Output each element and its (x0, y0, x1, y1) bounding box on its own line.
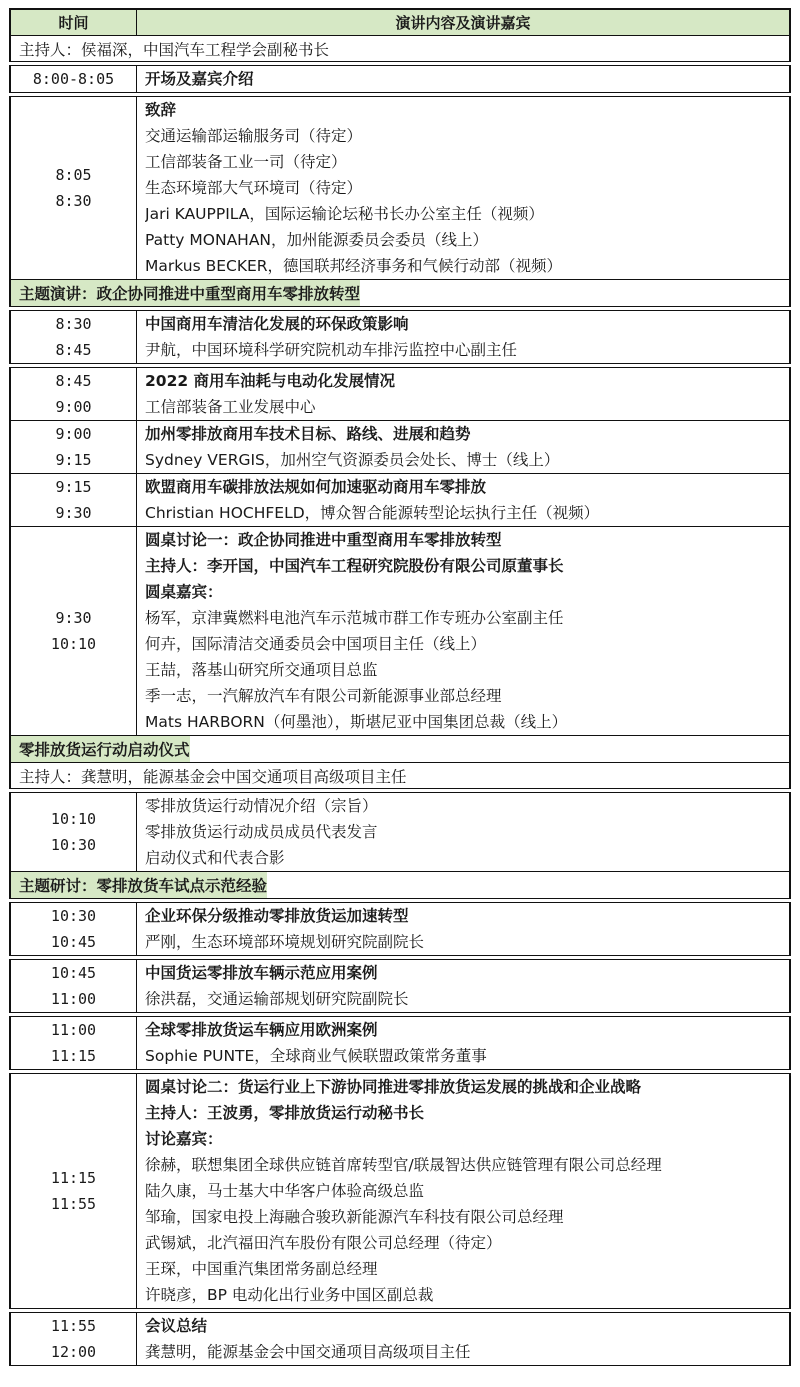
speaker-line: Patty MONAHAN，加州能源委员会委员（线上） (145, 231, 489, 249)
agenda-row (9, 1312, 791, 1366)
speaker-line: 季一志，一汽解放汽车有限公司新能源事业部总经理 (145, 687, 502, 705)
content-cell (137, 1074, 789, 1308)
host-line: 主持人：侯福深，中国汽车工程学会副秘书长 (19, 40, 330, 59)
content-cell (137, 97, 789, 279)
start-time: 11:55 (50, 1317, 97, 1335)
start-time: 9:30 (55, 609, 92, 627)
speaker-line: 工信部装备工业一司（待定） (145, 153, 347, 171)
speaker-line: 王喆，落基山研究所交通项目总监 (145, 661, 378, 679)
session-title: 加州零排放商用车技术目标、路线、进展和趋势 (145, 425, 471, 443)
agenda-row (9, 1073, 791, 1309)
start-time: 8:00-8:05 (32, 70, 115, 88)
speaker-line: 徐洪磊，交通运输部规划研究院副院长 (145, 990, 409, 1008)
speaker-line: 王琛，中国重汽集团常务副总经理 (145, 1260, 378, 1278)
speaker-line: 生态环境部大气环境司（待定） (145, 179, 363, 197)
agenda-row (9, 792, 791, 872)
content-cell (137, 1313, 789, 1365)
session-title: 企业环保分级推动零排放货运加速转型 (145, 907, 409, 925)
speaker-line: Sydney VERGIS，加州空气资源委员会处长、博士（线上） (145, 451, 560, 469)
time-cell (11, 527, 137, 735)
end-time: 11:15 (50, 1047, 97, 1065)
speaker-line: 邹瑜，国家电投上海融合骏玖新能源汽车科技有限公司总经理 (145, 1208, 564, 1226)
content-column-header: 演讲内容及演讲嘉宾 (395, 14, 531, 32)
end-time: 12:00 (50, 1343, 97, 1361)
speaker-line: 武锡斌，北汽福田汽车股份有限公司总经理（待定） (145, 1234, 502, 1252)
agenda-row (9, 310, 791, 364)
session-title: 致辞 (145, 101, 177, 119)
content-cell (137, 793, 789, 871)
session-title: 圆桌讨论一：政企协同推进中重型商用车零排放转型 (145, 531, 502, 549)
agenda-row (9, 421, 791, 474)
speaker-line: 启动仪式和代表合影 (145, 849, 285, 867)
end-time: 11:00 (50, 990, 97, 1008)
session-title: 会议总结 (145, 1317, 208, 1335)
speaker-line: Jari KAUPPILA，国际运输论坛秘书长办公室主任（视频） (145, 205, 544, 223)
time-cell (11, 368, 137, 420)
session-title: 圆桌讨论二：货运行业上下游协同推进零排放货运发展的挑战和企业战略 (145, 1078, 642, 1096)
agenda-row (9, 96, 791, 280)
session-title: 开场及嘉宾介绍 (145, 70, 254, 88)
time-cell (11, 97, 137, 279)
speaker-line: 尹航，中国环境科学研究院机动车排污监控中心副主任 (145, 341, 518, 359)
end-time: 10:30 (50, 836, 97, 854)
end-time: 8:45 (55, 341, 92, 359)
agenda-row (9, 474, 791, 527)
speaker-line: 零排放货运行动情况介绍（宗旨） (145, 797, 378, 815)
time-cell (11, 960, 137, 1012)
content-cell (137, 960, 789, 1012)
speaker-line: Mats HARBORN（何墨池），斯堪尼亚中国集团总裁（线上） (145, 713, 568, 731)
agenda-row (9, 959, 791, 1013)
content-cell (137, 903, 789, 955)
agenda-row (9, 65, 791, 93)
speaker-line: Markus BECKER，德国联邦经济事务和气候行动部（视频） (145, 257, 563, 275)
time-cell (11, 421, 137, 473)
speaker-line: 龚慧明，能源基金会中国交通项目高级项目主任 (145, 1343, 471, 1361)
speaker-line: Sophie PUNTE，全球商业气候联盟政策常务董事 (145, 1047, 487, 1065)
end-time: 10:10 (50, 635, 97, 653)
agenda-table (9, 8, 791, 1366)
time-cell (11, 311, 137, 363)
session-title: 2022 商用车油耗与电动化发展情况 (145, 372, 396, 390)
speaker-line: 严刚，生态环境部环境规划研究院副院长 (145, 933, 425, 951)
session-title: 讨论嘉宾： (145, 1130, 223, 1148)
time-cell (11, 903, 137, 955)
time-cell (11, 66, 137, 92)
start-time: 10:30 (50, 907, 97, 925)
end-time: 10:45 (50, 933, 97, 951)
section-title: 主题演讲：政企协同推进中重型商用车零排放转型 (11, 280, 360, 306)
agenda-row (9, 1016, 791, 1070)
end-time: 8:30 (55, 192, 92, 210)
agenda-row (9, 902, 791, 956)
session-title: 欧盟商用车碳排放法规如何加速驱动商用车零排放 (145, 478, 487, 496)
speaker-line: 零排放货运行动成员成员代表发言 (145, 823, 378, 841)
time-cell (11, 793, 137, 871)
start-time: 8:05 (55, 166, 92, 184)
session-title: 中国货运零排放车辆示范应用案例 (145, 964, 378, 982)
time-cell (11, 474, 137, 526)
time-cell (11, 1017, 137, 1069)
content-cell (137, 1017, 789, 1069)
section-title: 零排放货运行动启动仪式 (11, 736, 190, 762)
start-time: 8:45 (55, 372, 92, 390)
session-title: 圆桌嘉宾： (145, 583, 223, 601)
end-time: 9:15 (55, 451, 92, 469)
start-time: 9:15 (55, 478, 92, 496)
time-cell (11, 1313, 137, 1365)
time-column-header: 时间 (11, 10, 137, 35)
start-time: 11:00 (50, 1021, 97, 1039)
agenda-row (9, 367, 791, 421)
content-cell (137, 527, 789, 735)
start-time: 10:45 (50, 964, 97, 982)
table-header (9, 8, 791, 36)
start-time: 8:30 (55, 315, 92, 333)
speaker-line: 陆久康，马士基大中华客户体验高级总监 (145, 1182, 425, 1200)
speaker-line: 工信部装备工业发展中心 (145, 398, 316, 416)
content-cell (137, 311, 789, 363)
agenda-row (9, 527, 791, 736)
end-time: 9:30 (55, 504, 92, 522)
start-time: 9:00 (55, 425, 92, 443)
speaker-line: 杨军，京津冀燃料电池汽车示范城市群工作专班办公室副主任 (145, 609, 564, 627)
speaker-line: 许晓彦，BP 电动化出行业务中国区副总裁 (145, 1286, 434, 1304)
speaker-line: 交通运输部运输服务司（待定） (145, 127, 363, 145)
time-cell (11, 1074, 137, 1308)
speaker-line: Christian HOCHFELD，博众智合能源转型论坛执行主任（视频） (145, 504, 600, 522)
end-time: 9:00 (55, 398, 92, 416)
session-title: 主持人：王波勇，零排放货运行动秘书长 (145, 1104, 425, 1122)
session-title: 主持人：李开国，中国汽车工程研究院股份有限公司原董事长 (145, 557, 564, 575)
start-time: 10:10 (50, 810, 97, 828)
content-cell (137, 421, 789, 473)
host-line: 主持人：龚慧明，能源基金会中国交通项目高级项目主任 (19, 767, 407, 786)
start-time: 11:15 (50, 1169, 97, 1187)
content-cell (137, 474, 789, 526)
end-time: 11:55 (50, 1195, 97, 1213)
content-cell (137, 66, 789, 92)
session-title: 中国商用车清洁化发展的环保政策影响 (145, 315, 409, 333)
speaker-line: 徐赫，联想集团全球供应链首席转型官/联晟智达供应链管理有限公司总经理 (145, 1156, 662, 1174)
session-title: 全球零排放货运车辆应用欧洲案例 (145, 1021, 378, 1039)
speaker-line: 何卉，国际清洁交通委员会中国项目主任（线上） (145, 635, 487, 653)
content-cell (137, 368, 789, 420)
section-title: 主题研讨：零排放货车试点示范经验 (11, 872, 267, 898)
